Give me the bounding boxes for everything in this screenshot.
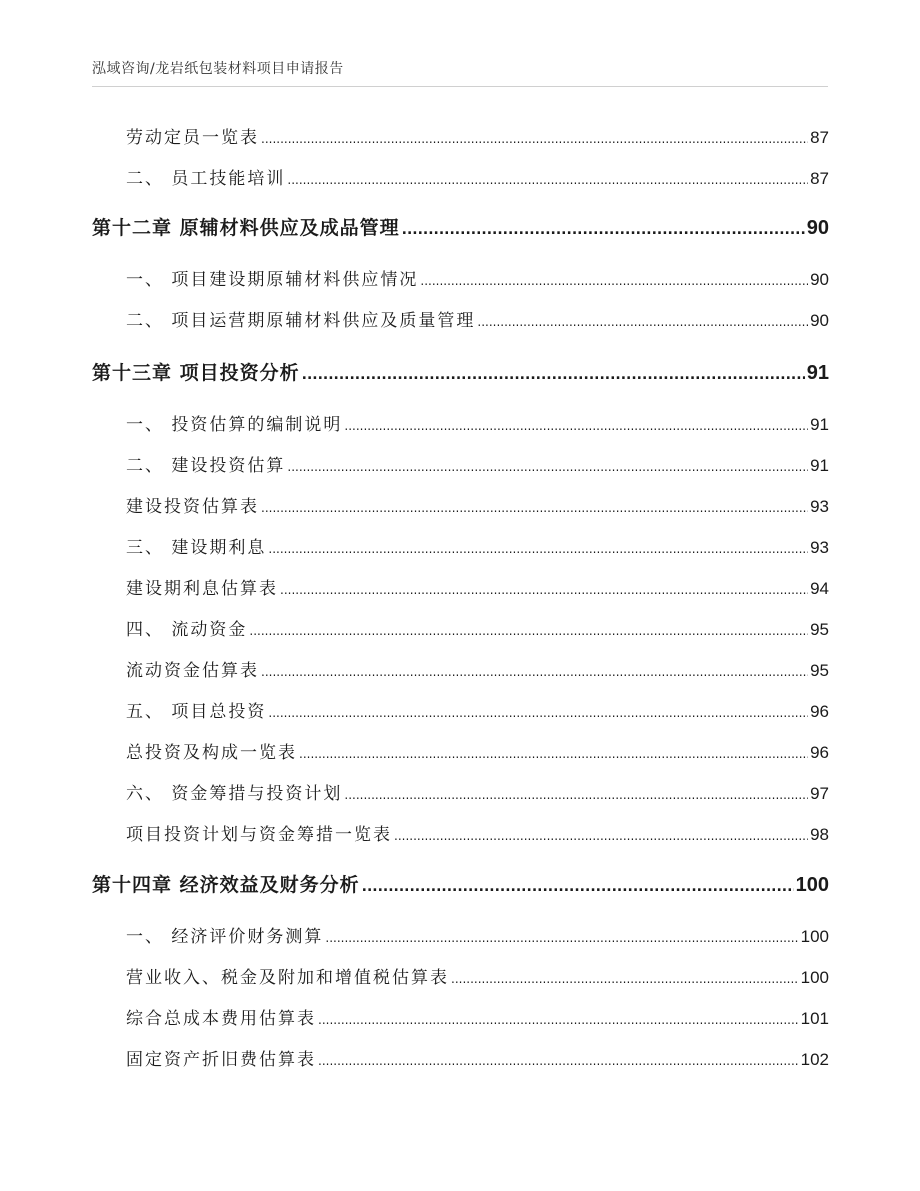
toc-entry-title: 固定资产折旧费估算表 <box>126 1050 316 1070</box>
toc-entry-page-number: 94 <box>810 579 829 598</box>
running-header: 泓域咨询/龙岩纸包装材料项目申请报告 <box>92 61 344 77</box>
toc-entry-title: 综合总成本费用估算表 <box>126 1009 316 1029</box>
toc-entry-page-number: 91 <box>810 415 829 434</box>
toc-entry-page-number: 93 <box>810 538 829 557</box>
dot-leader <box>261 665 808 679</box>
toc-entry-page-number: 98 <box>810 825 829 844</box>
dot-leader <box>249 624 808 638</box>
toc-entry-title: 劳动定员一览表 <box>126 128 259 148</box>
toc-entry-title: 项目投资计划与资金筹措一览表 <box>126 825 392 845</box>
dot-leader <box>318 1013 799 1027</box>
toc-entry-page-number: 96 <box>810 702 829 721</box>
toc-entry-page-number: 91 <box>810 456 829 475</box>
toc-entry-page-number: 100 <box>795 874 829 896</box>
dot-leader <box>268 706 808 720</box>
toc-entry[interactable] <box>126 123 829 148</box>
toc-entry[interactable] <box>126 963 829 988</box>
toc-entry[interactable] <box>126 738 829 763</box>
dot-leader <box>299 747 808 761</box>
toc-entry-title: 一、 项目建设期原辅材料供应情况 <box>126 270 419 290</box>
toc-entry[interactable] <box>126 820 829 845</box>
toc-entry-title: 一、 投资估算的编制说明 <box>126 415 343 435</box>
toc-entry-page-number: 100 <box>800 968 829 987</box>
dot-leader <box>362 879 794 895</box>
toc-entry[interactable] <box>126 615 829 640</box>
toc-entry[interactable] <box>126 697 829 722</box>
toc-entry-page-number: 101 <box>800 1009 829 1028</box>
toc-chapter-entry[interactable] <box>92 870 829 897</box>
toc-entry-page-number: 91 <box>806 362 829 384</box>
toc-entry[interactable] <box>126 1045 829 1070</box>
toc-entry-title: 一、 经济评价财务测算 <box>126 927 324 947</box>
toc-entry-title: 总投资及构成一览表 <box>126 743 297 763</box>
dot-leader <box>344 788 808 802</box>
toc-entry[interactable] <box>126 779 829 804</box>
toc-entry-page-number: 93 <box>810 497 829 516</box>
toc-entry[interactable] <box>126 533 829 558</box>
toc-chapter-entry[interactable] <box>92 358 829 385</box>
toc-entry-page-number: 87 <box>810 128 829 147</box>
toc-entry-title: 三、 建设期利息 <box>126 538 267 558</box>
toc-entry-page-number: 90 <box>810 270 829 289</box>
dot-leader <box>344 419 808 433</box>
toc-entry[interactable] <box>126 656 829 681</box>
toc-entry-title: 流动资金估算表 <box>126 661 259 681</box>
toc-entry-page-number: 97 <box>810 784 829 803</box>
dot-leader <box>477 315 808 329</box>
toc-entry-page-number: 102 <box>800 1050 829 1069</box>
dot-leader <box>261 501 808 515</box>
toc-entry[interactable] <box>126 574 829 599</box>
dot-leader <box>302 367 805 383</box>
toc-entry[interactable] <box>126 922 829 947</box>
dot-leader <box>420 274 808 288</box>
dot-leader <box>394 829 808 843</box>
toc-entry-page-number: 95 <box>810 620 829 639</box>
toc-entry[interactable] <box>126 492 829 517</box>
toc-entry-page-number: 96 <box>810 743 829 762</box>
toc-entry-title: 二、 员工技能培训 <box>126 169 286 189</box>
dot-leader <box>451 972 799 986</box>
toc-chapter-entry[interactable] <box>92 213 829 240</box>
toc-entry-title: 第十二章 原辅材料供应及成品管理 <box>92 217 400 239</box>
toc-entry-page-number: 87 <box>810 169 829 188</box>
dot-leader <box>287 460 808 474</box>
toc-entry[interactable] <box>126 1004 829 1029</box>
toc-entry-title: 二、 项目运营期原辅材料供应及质量管理 <box>126 311 476 331</box>
toc-entry-page-number: 100 <box>800 927 829 946</box>
dot-leader <box>287 173 808 187</box>
toc-entry-page-number: 90 <box>810 311 829 330</box>
toc-entry[interactable] <box>126 265 829 290</box>
toc-entry[interactable] <box>126 164 829 189</box>
dot-leader <box>325 931 798 945</box>
toc-entry[interactable] <box>126 410 829 435</box>
dot-leader <box>261 132 808 146</box>
toc-entry[interactable] <box>126 306 829 331</box>
header-divider <box>92 86 828 87</box>
dot-leader <box>318 1054 799 1068</box>
toc-entry-title: 五、 项目总投资 <box>126 702 267 722</box>
toc-entry-title: 二、 建设投资估算 <box>126 456 286 476</box>
toc-entry[interactable] <box>126 451 829 476</box>
toc-entry-title: 建设期利息估算表 <box>126 579 278 599</box>
dot-leader <box>268 542 808 556</box>
toc-entry-title: 第十三章 项目投资分析 <box>92 362 300 384</box>
toc-entry-title: 营业收入、税金及附加和增值税估算表 <box>126 968 449 988</box>
dot-leader <box>280 583 808 597</box>
toc-entry-page-number: 95 <box>810 661 829 680</box>
toc-entry-title: 建设投资估算表 <box>126 497 259 517</box>
toc-entry-title: 六、 资金筹措与投资计划 <box>126 784 343 804</box>
dot-leader <box>402 222 805 238</box>
toc-entry-title: 四、 流动资金 <box>126 620 248 640</box>
toc-entry-title: 第十四章 经济效益及财务分析 <box>92 874 360 896</box>
toc-entry-page-number: 90 <box>806 217 829 239</box>
